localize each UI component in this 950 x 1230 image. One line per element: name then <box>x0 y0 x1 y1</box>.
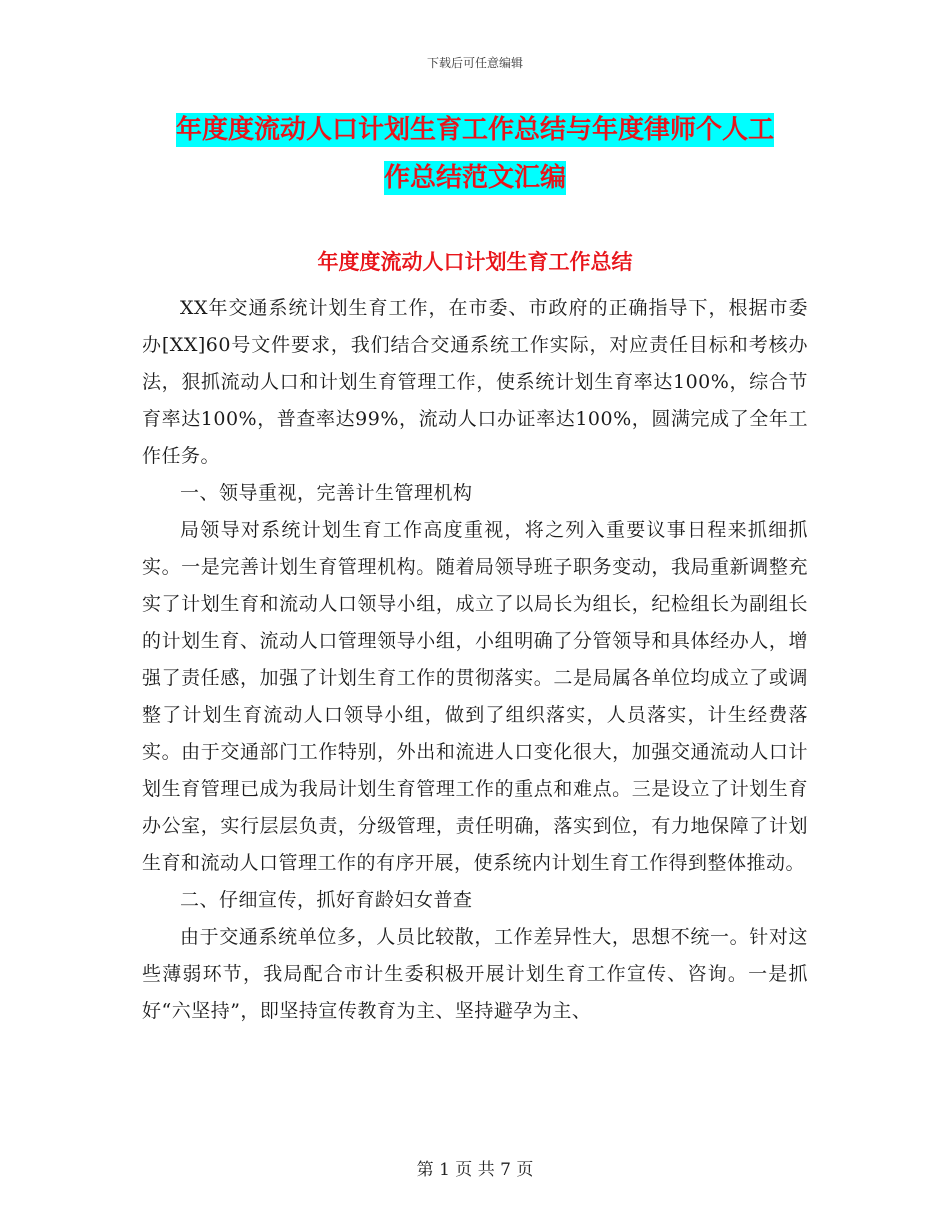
header-note: 下载后可任意编辑 <box>426 56 523 70</box>
document-title-line-1: 年度度流动人口计划生育工作总结与年度律师个人工 <box>175 115 774 145</box>
document-title-line-2: 作总结范文汇编 <box>383 163 566 193</box>
paragraph: 一、领导重视，完善计生管理机构 <box>180 482 473 504</box>
paragraph: 局领导对系统计划生育工作高度重视，将之列入重要议事日程来抓细抓实。一是完善计划生育管理机构。随着局领导班子职务变动，我局重新调整充实了计划生育和流动人口领导小组，成立了以局长为组长，纪检组长为副组长的计划生育、流动人口管理领导小组，小组明确了分管领导和具体经办人，增强了责任感，加强了计划生育工作的贯彻落实。二是局属各单位均成立了或调整了计划生育流动人口领导小组，做到了组织落实，人员落实，计生经费落实。由于交通部门工作特别，外出和流进人口变化很大，加强交通流动人口计划生育管理已成为我局计划生育管理工作的重点和难点。三是设立了计划生育办公室，实行层层负责，分级管理，责任明确，落实到位，有力地保障了计划生育和流动人口管理工作的有序开展，使系统内计划生育工作得到整体推动。 <box>142 519 808 874</box>
section-heading: 年度度流动人口计划生育工作总结 <box>317 250 633 274</box>
paragraph: 由于交通系统单位多，人员比较散，工作差异性大，思想不统一。针对这些薄弱环节，我局配合市计生委积极开展计划生育工作宣传、咨询。一是抓好“六坚持”，即坚持宣传教育为主、坚持避孕为主、 <box>142 926 808 1022</box>
document-body <box>142 290 808 1030</box>
paragraph: XX年交通系统计划生育工作，在市委、市政府的正确指导下，根据市委办[XX]60号文件要求，我们结合交通系统工作实际，对应责任目标和考核办法，狠抓流动人口和计划生育管理工作，使系统计划生育率达100%，综合节育率达100%，普查率达99%，流动人口办证率达100%，圆满完成了全年工作任务。 <box>142 297 808 467</box>
paragraph: 二、仔细宣传，抓好育龄妇女普查 <box>180 889 473 911</box>
document-title <box>150 106 800 202</box>
page-number: 第 1 页 共 7 页 <box>416 1160 534 1180</box>
